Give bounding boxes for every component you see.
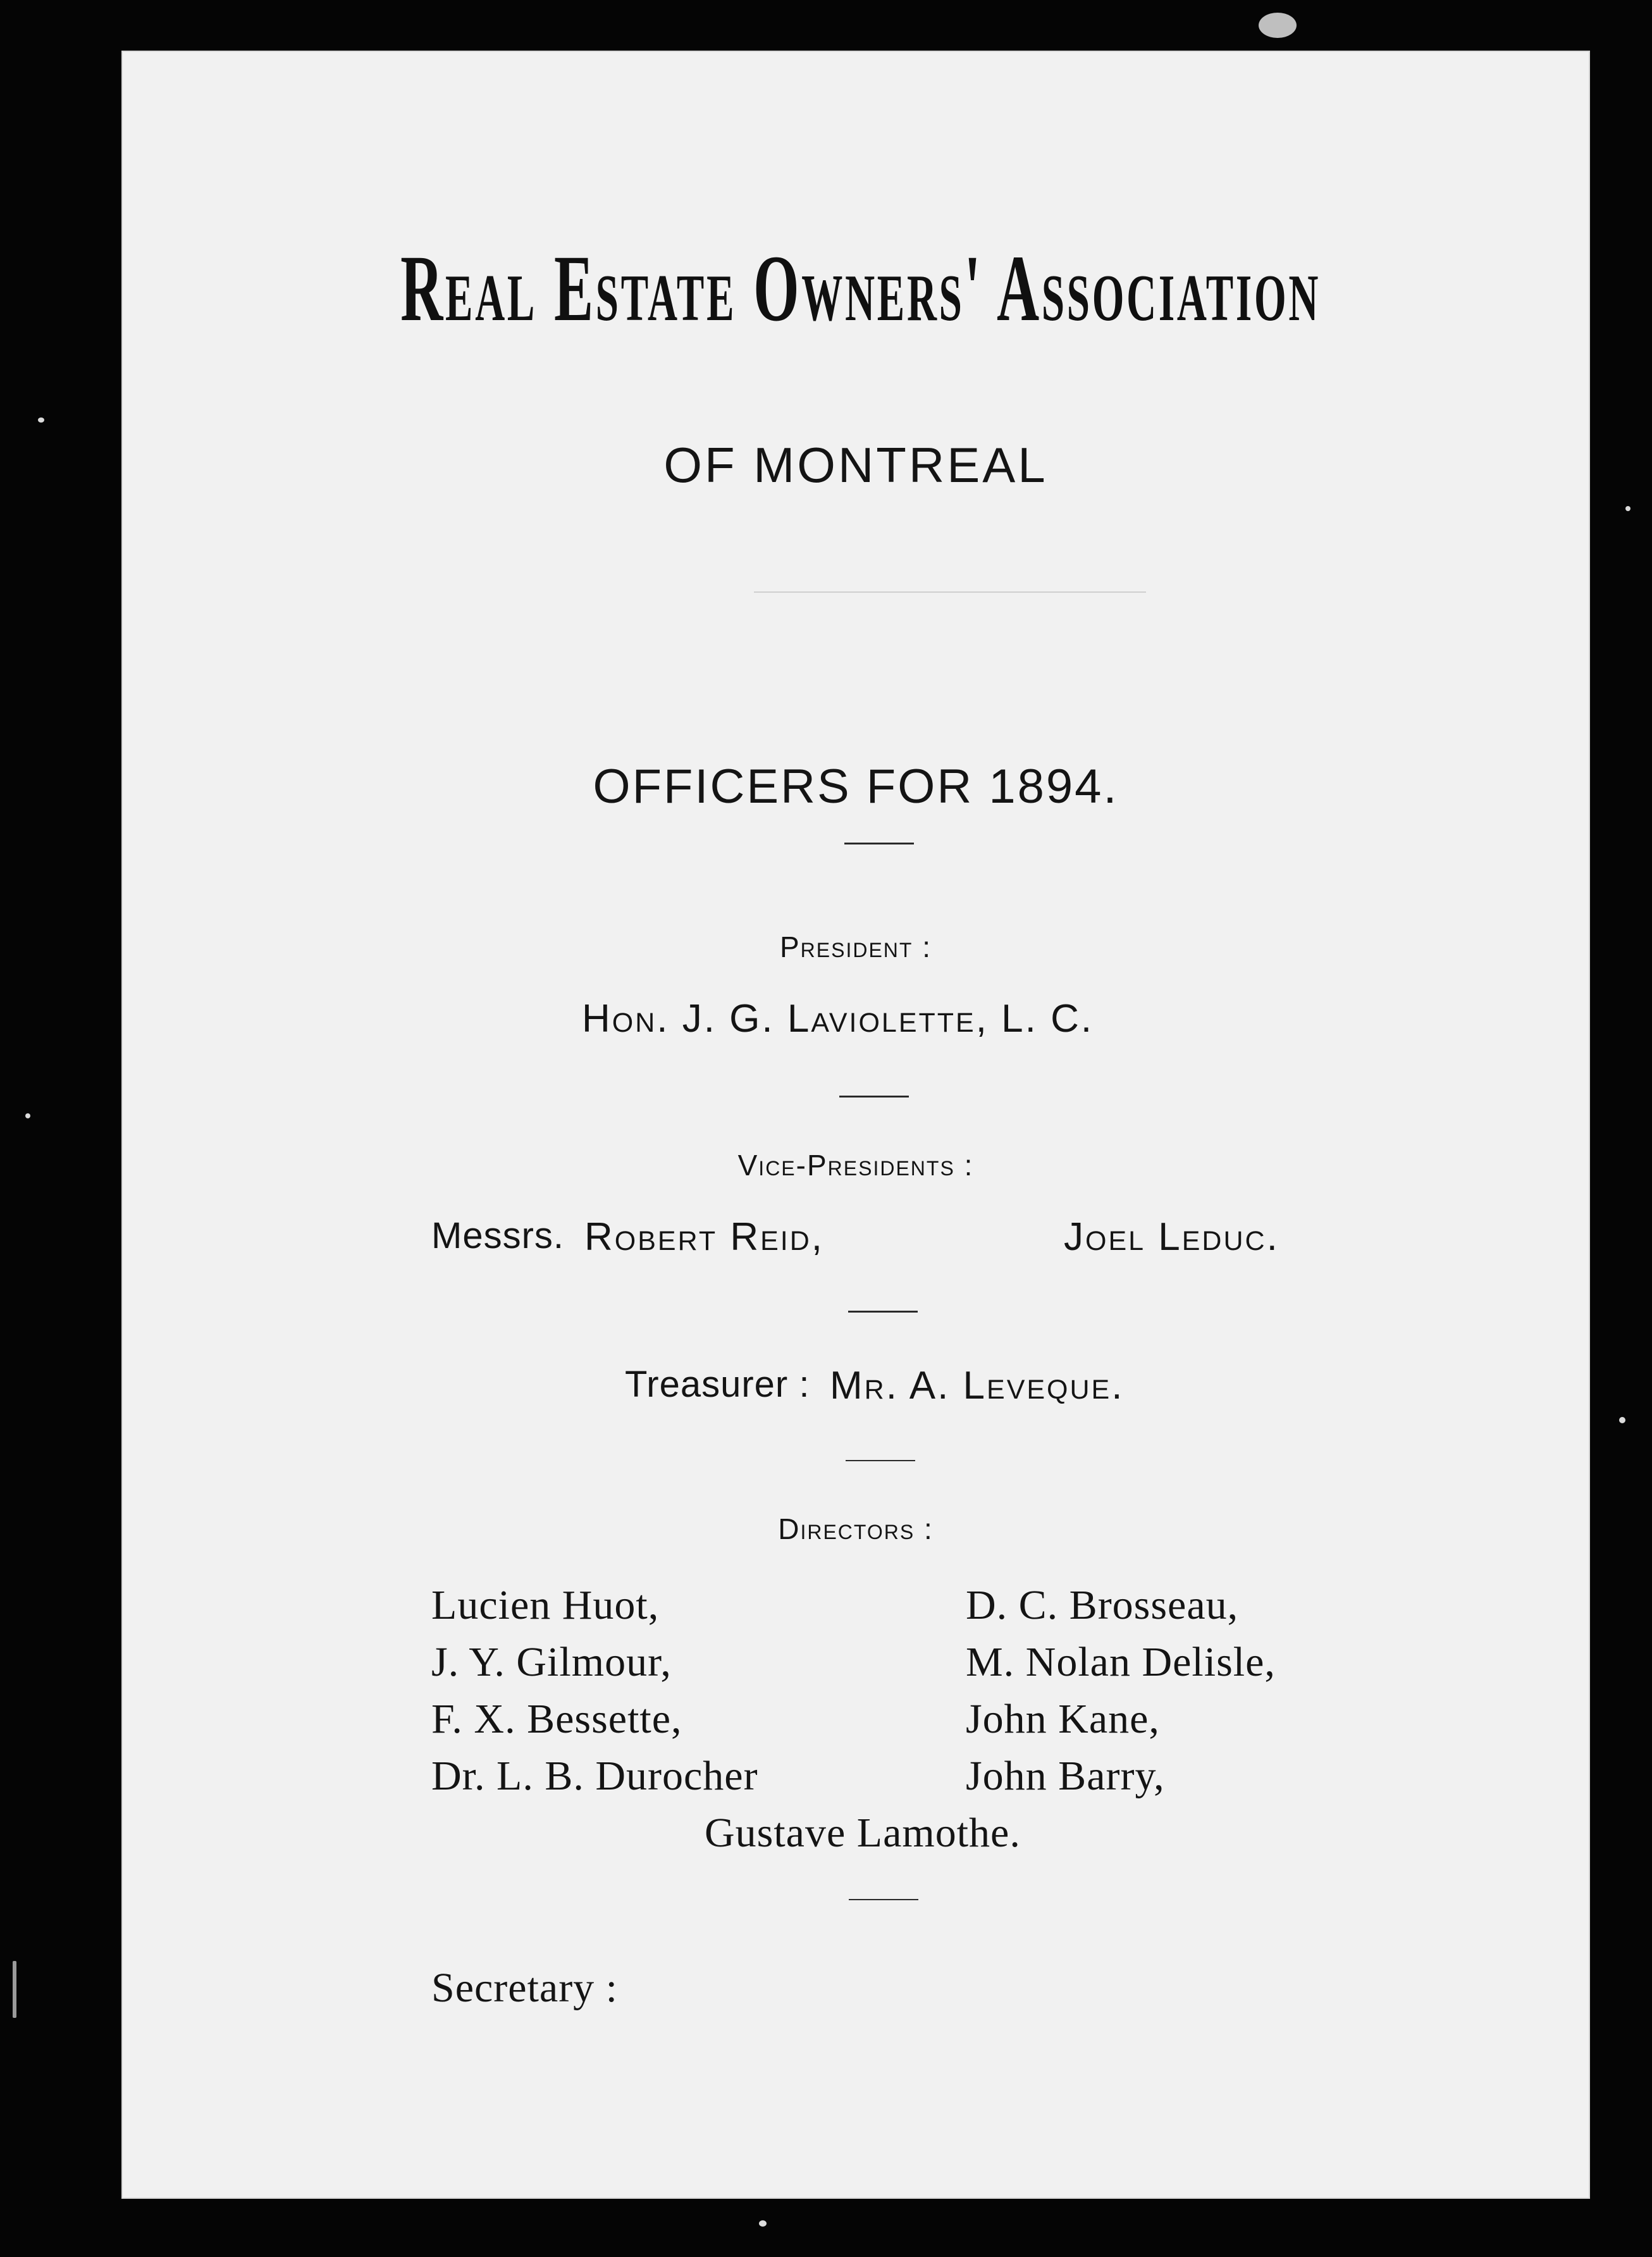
vice-president-name: Robert Reid, <box>584 1215 825 1259</box>
dust-speck <box>1619 1417 1625 1423</box>
secretary-label: Secretary : <box>431 1965 619 2011</box>
directors-label: Directors : <box>778 1512 934 1545</box>
director-name: John Kane, <box>966 1696 1160 1742</box>
director-name: J. Y. Gilmour, <box>431 1639 672 1685</box>
divider <box>846 1460 915 1461</box>
officers-heading: OFFICERS FOR 1894. <box>593 760 1119 813</box>
dust-speck <box>759 2220 767 2227</box>
vice-presidents-label: Vice-Presidents : <box>737 1149 974 1182</box>
president-label: President : <box>779 931 932 963</box>
president-name: Hon. J. G. Laviolette, L. C. <box>582 997 1094 1041</box>
association-title: Real Estate Owners' Association <box>400 236 1321 341</box>
director-name: F. X. Bessette, <box>431 1696 682 1742</box>
treasurer-label: Treasurer : <box>625 1364 810 1405</box>
dust-speck <box>1259 13 1297 38</box>
dust-speck <box>1625 506 1630 511</box>
divider <box>844 843 914 844</box>
dust-speck <box>13 1961 16 2018</box>
association-subtitle: OF MONTREAL <box>663 437 1048 493</box>
director-name: M. Nolan Delisle, <box>966 1639 1276 1685</box>
vice-president-name: Joel Leduc. <box>1064 1215 1279 1259</box>
dust-speck <box>38 417 44 423</box>
vice-presidents-prefix: Messrs. <box>431 1215 564 1256</box>
director-name: D. C. Brosseau, <box>966 1582 1239 1628</box>
dust-speck <box>25 1113 30 1118</box>
divider <box>848 1311 918 1313</box>
treasurer-name: Mr. A. Leveque. <box>830 1364 1125 1407</box>
director-name: Lucien Huot, <box>431 1582 660 1628</box>
director-name: John Barry, <box>966 1753 1165 1799</box>
director-name: Dr. L. B. Durocher <box>431 1753 758 1799</box>
divider <box>849 1899 918 1900</box>
document-page <box>121 51 1590 2199</box>
director-name: Gustave Lamothe. <box>705 1810 1021 1856</box>
divider <box>839 1096 909 1098</box>
divider <box>754 591 1146 593</box>
